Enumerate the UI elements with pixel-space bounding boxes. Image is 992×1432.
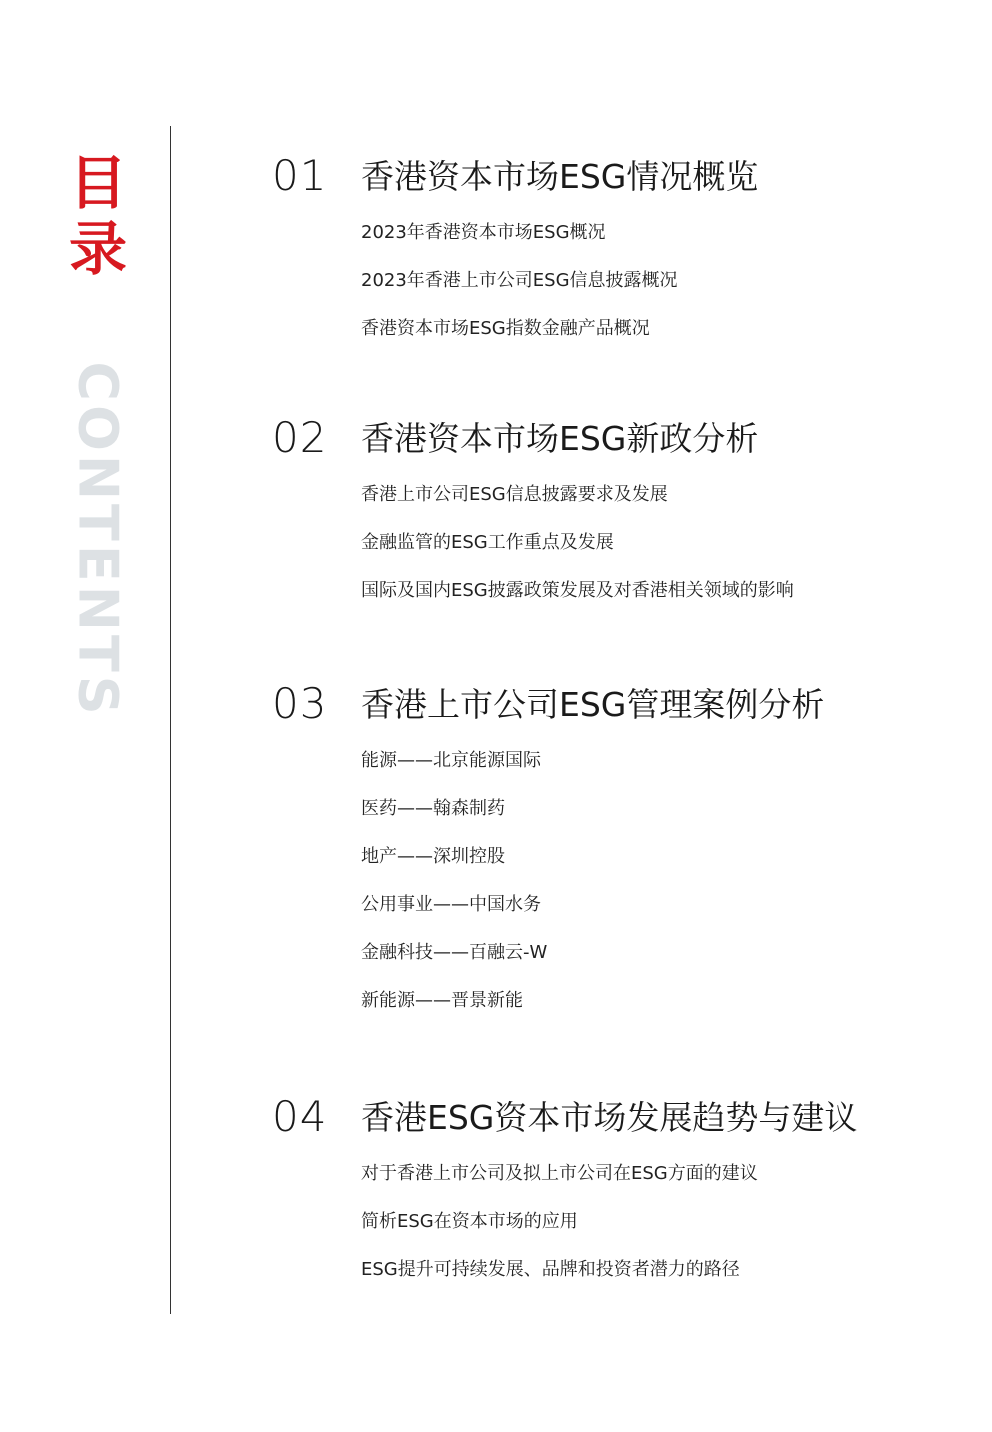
vertical-divider (170, 126, 171, 1314)
toc-item[interactable]: 医药——翰森制药 (361, 798, 505, 819)
toc-section-01 (272, 151, 972, 365)
section-items (361, 483, 972, 627)
toc-title-char-2: 录 (68, 215, 127, 283)
toc-item[interactable]: 金融监管的ESG工作重点及发展 (361, 532, 614, 553)
section-title: 香港资本市场ESG新政分析 (361, 419, 759, 458)
section-heading[interactable] (272, 679, 972, 729)
toc-item[interactable]: 能源——北京能源国际 (361, 750, 541, 771)
toc-title-char-1: 目 (68, 149, 127, 217)
section-title: 香港上市公司ESG管理案例分析 (361, 685, 825, 724)
contents-watermark: CONTENTS (66, 361, 130, 719)
section-heading[interactable] (272, 413, 972, 463)
toc-section-02 (272, 413, 972, 627)
section-heading[interactable] (272, 151, 972, 201)
toc-item[interactable]: ESG提升可持续发展、品牌和投资者潜力的路径 (361, 1259, 740, 1280)
toc-item[interactable]: 对于香港上市公司及拟上市公司在ESG方面的建议 (361, 1163, 758, 1184)
section-items (361, 1162, 972, 1306)
toc-item[interactable]: 简析ESG在资本市场的应用 (361, 1211, 578, 1232)
toc-item[interactable]: 金融科技——百融云-W (361, 942, 548, 963)
section-items (361, 221, 972, 365)
section-number: 03 (272, 679, 328, 728)
toc-section-04 (272, 1092, 972, 1306)
toc-item[interactable]: 公用事业——中国水务 (361, 894, 541, 915)
toc-item[interactable]: 地产——深圳控股 (361, 846, 505, 867)
section-items (361, 749, 972, 1037)
section-title: 香港资本市场ESG情况概览 (361, 157, 759, 196)
section-number: 04 (272, 1092, 328, 1141)
section-title: 香港ESG资本市场发展趋势与建议 (361, 1098, 858, 1137)
toc-item[interactable]: 香港上市公司ESG信息披露要求及发展 (361, 484, 668, 505)
section-number: 01 (272, 151, 328, 200)
section-number: 02 (272, 413, 328, 462)
toc-title (66, 150, 130, 282)
toc-item[interactable]: 2023年香港资本市场ESG概况 (361, 222, 606, 243)
toc-item[interactable]: 香港资本市场ESG指数金融产品概况 (361, 318, 650, 339)
section-heading[interactable] (272, 1092, 972, 1142)
toc-item[interactable]: 国际及国内ESG披露政策发展及对香港相关领域的影响 (361, 580, 794, 601)
toc-section-03 (272, 679, 972, 1037)
toc-item[interactable]: 新能源——晋景新能 (361, 990, 523, 1011)
toc-item[interactable]: 2023年香港上市公司ESG信息披露概况 (361, 270, 678, 291)
